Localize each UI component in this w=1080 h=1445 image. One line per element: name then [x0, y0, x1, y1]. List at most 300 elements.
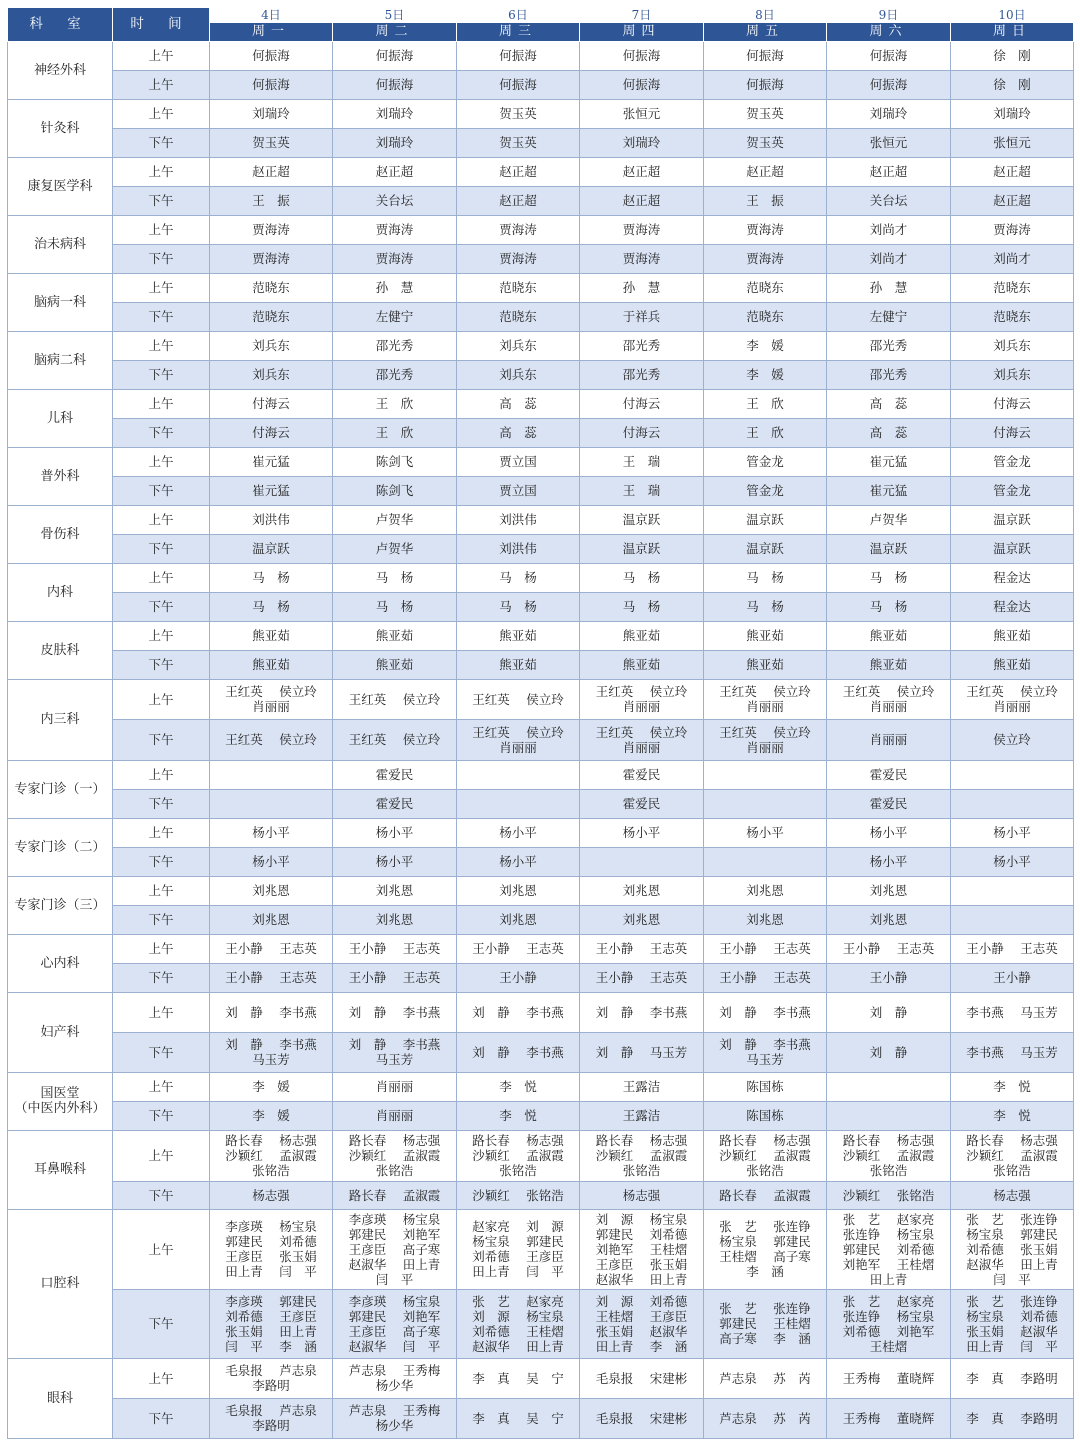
cell-line: 闫 平	[993, 1271, 1031, 1287]
doctor-cell	[210, 360, 333, 389]
cell-line: 路长春 杨志强	[595, 1133, 688, 1148]
cell-line: 田上青 闫 平	[472, 1264, 564, 1279]
doctor-cell	[457, 818, 580, 847]
cell-line: 熊亚茹	[499, 657, 537, 672]
doctor-cell	[704, 963, 827, 992]
doctor-cell	[704, 215, 827, 244]
session-label: 上午	[113, 992, 210, 1032]
doctor-cell	[951, 1289, 1074, 1358]
doctor-cell	[210, 186, 333, 215]
doctor-cell	[333, 847, 457, 876]
doctor-cell	[827, 621, 951, 650]
cell-line: 张 艺 张连铮	[966, 1293, 1058, 1309]
cell-line: 王 振	[746, 193, 784, 208]
schedule-row	[8, 650, 1074, 679]
doctor-cell	[457, 70, 580, 99]
cell-line: 何振海	[746, 77, 784, 92]
doctor-cell	[951, 534, 1074, 563]
doctor-cell	[951, 157, 1074, 186]
doctor-cell	[333, 476, 457, 505]
doctor-cell	[951, 302, 1074, 331]
cell-line: 李彦瑛 杨宝泉	[348, 1293, 441, 1309]
doctor-cell	[210, 1398, 333, 1438]
cell-line: 刘兆恩	[252, 912, 290, 927]
schedule-row	[8, 876, 1074, 905]
cell-line: 刘 源 杨宝泉	[472, 1308, 564, 1324]
schedule-row	[8, 789, 1074, 818]
department-name	[8, 215, 113, 273]
doctor-cell	[580, 1358, 704, 1398]
doctor-cell	[333, 1181, 457, 1209]
doctor-cell	[580, 157, 704, 186]
doctor-cell	[951, 331, 1074, 360]
doctor-cell	[827, 186, 951, 215]
schedule-row	[8, 563, 1074, 592]
session-label: 下午	[113, 534, 210, 563]
cell-line: 张玉娟 田上青	[225, 1323, 317, 1339]
cell-line: 李书燕 马玉芳	[966, 1004, 1058, 1020]
session-label: 上午	[113, 505, 210, 534]
cell-line: 王桂熠	[869, 1338, 908, 1354]
cell-line: 杨少华	[375, 1378, 414, 1393]
department-name	[8, 760, 113, 818]
cell-line: 王红英 侯立玲	[472, 691, 564, 707]
doctor-cell	[580, 621, 704, 650]
doctor-cell	[827, 563, 951, 592]
doctor-cell	[333, 447, 457, 476]
department-name	[8, 1130, 113, 1209]
cell-line: 张玉娟 赵淑华	[966, 1323, 1058, 1339]
cell-line: 马 杨	[869, 570, 908, 585]
doctor-cell	[951, 70, 1074, 99]
cell-line: 刘兆恩	[622, 883, 661, 898]
cell-line: 路长春 孟淑霞	[348, 1187, 441, 1203]
doctor-cell	[580, 273, 704, 302]
doctor-cell	[827, 476, 951, 505]
cell-line: 王红英 侯立玲	[348, 732, 441, 747]
cell-line: 何振海	[622, 77, 661, 92]
doctor-cell	[827, 1398, 951, 1438]
cell-line: 张恒元	[869, 135, 908, 150]
cell-line: 刘 静 李书燕	[472, 1004, 564, 1020]
cell-line: 肖丽丽	[375, 1108, 414, 1123]
doctor-cell	[580, 847, 704, 876]
cell-line: 赵正超	[499, 164, 537, 179]
doctor-cell	[333, 818, 457, 847]
cell-line: 王露洁	[622, 1079, 661, 1094]
doctor-cell	[580, 760, 704, 789]
doctor-cell	[704, 331, 827, 360]
cell-line: 张 艺 张连铮	[966, 1211, 1058, 1227]
doctor-cell	[333, 592, 457, 621]
doctor-cell	[580, 186, 704, 215]
doctor-cell	[951, 876, 1074, 905]
cell-line: 刘兆恩	[869, 883, 908, 898]
cell-line: 国医堂	[40, 1086, 80, 1101]
schedule-row	[8, 963, 1074, 992]
cell-line: 付海云	[993, 396, 1031, 411]
doctor-cell	[580, 563, 704, 592]
schedule-row	[8, 592, 1074, 621]
schedule-row	[8, 1130, 1074, 1181]
doctor-cell	[333, 934, 457, 963]
cell-line: 马 杨	[252, 599, 290, 614]
cell-line: 刘瑞玲	[622, 135, 661, 150]
doctor-cell	[704, 563, 827, 592]
doctor-cell	[951, 905, 1074, 934]
doctor-cell	[704, 719, 827, 760]
doctor-cell	[333, 1358, 457, 1398]
cell-line: 何振海	[746, 48, 784, 63]
doctor-cell	[457, 963, 580, 992]
cell-line: 王小静 王志英	[225, 970, 317, 985]
doctor-cell	[827, 963, 951, 992]
doctor-cell	[210, 847, 333, 876]
doctor-cell	[333, 876, 457, 905]
doctor-cell	[951, 934, 1074, 963]
cell-line: 张连铮 杨宝泉	[842, 1308, 935, 1324]
session-label: 下午	[113, 592, 210, 621]
cell-line: 刘兵东	[252, 367, 290, 382]
cell-line: 赵正超	[622, 164, 661, 179]
date-header: 5日	[333, 8, 457, 23]
cell-line: 熊亚茹	[993, 657, 1031, 672]
cell-line: 沙颖红 张铭浩	[842, 1187, 935, 1203]
schedule-row	[8, 1289, 1074, 1358]
cell-line: 芦志泉 王秀梅	[348, 1403, 441, 1418]
doctor-cell	[210, 157, 333, 186]
cell-line: 沙颖红 孟淑霞	[842, 1148, 935, 1163]
cell-line: 高 蕊	[869, 425, 908, 440]
doctor-cell	[951, 650, 1074, 679]
cell-line: 心内科	[40, 955, 80, 971]
cell-line: 皮肤科	[40, 642, 80, 658]
cell-line: 马玉芳	[746, 1052, 784, 1067]
department-name	[8, 1072, 113, 1130]
cell-line: 内三科	[40, 712, 80, 727]
cell-line: 卢贺华	[375, 512, 414, 527]
schedule-row	[8, 186, 1074, 215]
cell-line: 刘希德 王彦臣	[225, 1308, 317, 1324]
cell-line: 赵正超	[375, 164, 414, 179]
schedule-row	[8, 679, 1074, 719]
cell-line: 李 悦	[499, 1079, 537, 1094]
cell-line: 刘兵东	[499, 338, 537, 353]
doctor-cell	[210, 418, 333, 447]
cell-line: 闫 平 李 涵	[225, 1338, 317, 1354]
cell-line: 卢贺华	[375, 541, 414, 556]
cell-line: 王桂熠 王彦臣	[595, 1308, 688, 1324]
doctor-cell	[704, 1289, 827, 1358]
cell-line: 张连铮 杨宝泉	[842, 1226, 935, 1242]
cell-line: 何振海	[252, 48, 290, 63]
session-label: 上午	[113, 41, 210, 70]
schedule-row	[8, 418, 1074, 447]
schedule-row	[8, 244, 1074, 273]
doctor-cell	[951, 760, 1074, 789]
cell-line: 卢贺华	[869, 512, 908, 527]
cell-line: 范晓东	[252, 280, 290, 295]
session-label: 下午	[113, 1032, 210, 1072]
cell-line: 何振海	[499, 77, 537, 92]
cell-line: 付海云	[622, 425, 661, 440]
session-label: 下午	[113, 360, 210, 389]
cell-line: 温京跃	[622, 512, 661, 527]
doctor-cell	[704, 1072, 827, 1101]
cell-line: 刘兆恩	[746, 883, 784, 898]
cell-line: 何振海	[375, 48, 414, 63]
doctor-cell	[457, 99, 580, 128]
doctor-cell	[333, 1101, 457, 1130]
session-label: 上午	[113, 447, 210, 476]
cell-line: 杨小平	[375, 825, 414, 840]
cell-line: 李彦瑛 郭建民	[225, 1293, 317, 1309]
date-header: 9日	[827, 8, 951, 23]
doctor-cell	[827, 1101, 951, 1130]
doctor-cell	[704, 273, 827, 302]
doctor-cell	[827, 847, 951, 876]
cell-line: 杨小平	[622, 825, 661, 840]
cell-line: 温京跃	[746, 541, 784, 556]
weekday-header: 周六	[827, 22, 951, 41]
cell-line: 王小静 王志英	[842, 941, 935, 956]
doctor-cell	[210, 876, 333, 905]
cell-line: 刘 静 马玉芳	[595, 1044, 688, 1060]
cell-line: 刘 静	[869, 1044, 908, 1060]
cell-line: 王小静 王志英	[719, 970, 811, 985]
cell-line: 赵正超	[622, 193, 661, 208]
doctor-cell	[951, 273, 1074, 302]
cell-line: 王小静 王志英	[348, 941, 441, 956]
doctor-cell	[457, 1398, 580, 1438]
doctor-cell	[951, 1209, 1074, 1289]
doctor-cell	[210, 934, 333, 963]
cell-line: 高 蕊	[869, 396, 908, 411]
cell-line: 贾海涛	[252, 222, 290, 237]
schedule-row	[8, 1181, 1074, 1209]
doctor-cell	[827, 70, 951, 99]
cell-line: 肖丽丽	[499, 739, 537, 755]
schedule-row	[8, 534, 1074, 563]
session-label: 下午	[113, 963, 210, 992]
cell-line: 孙 慧	[869, 280, 908, 295]
cell-line: 马 杨	[375, 599, 414, 614]
doctor-cell	[457, 760, 580, 789]
schedule-row	[8, 1032, 1074, 1072]
session-label: 上午	[113, 1130, 210, 1181]
cell-line: 王小静 王志英	[225, 941, 317, 956]
doctor-cell	[333, 186, 457, 215]
cell-line: 郭建民 刘希德	[225, 1234, 317, 1249]
doctor-cell	[827, 876, 951, 905]
weekday-header: 周四	[580, 22, 704, 41]
cell-line: 刘 静 李书燕	[472, 1044, 564, 1060]
doctor-cell	[580, 215, 704, 244]
doctor-cell	[457, 679, 580, 719]
department-name	[8, 273, 113, 331]
doctor-cell	[333, 505, 457, 534]
doctor-cell	[704, 592, 827, 621]
doctor-cell	[827, 760, 951, 789]
cell-line: 付海云	[252, 425, 290, 440]
doctor-cell	[333, 1032, 457, 1072]
cell-line: 张 艺 张连铮	[719, 1301, 811, 1316]
doctor-cell	[210, 302, 333, 331]
doctor-cell	[951, 128, 1074, 157]
cell-line: 马 杨	[622, 599, 661, 614]
doctor-cell	[827, 215, 951, 244]
cell-line: 郭建民 刘艳军	[348, 1226, 441, 1242]
doctor-cell	[333, 302, 457, 331]
cell-line: 王小静	[499, 970, 537, 985]
cell-line: 眼科	[46, 1390, 73, 1406]
cell-line: 杨宝泉 刘希德	[966, 1308, 1058, 1324]
cell-line: 李 真 吴 宁	[472, 1410, 564, 1426]
session-label: 下午	[113, 1181, 210, 1209]
doctor-cell	[704, 934, 827, 963]
department-name	[8, 331, 113, 389]
doctor-cell	[580, 1398, 704, 1438]
doctor-cell	[827, 447, 951, 476]
doctor-cell	[333, 157, 457, 186]
cell-line: 王小静	[993, 970, 1031, 985]
doctor-cell	[827, 1209, 951, 1289]
schedule-row	[8, 128, 1074, 157]
cell-line: 王红英 侯立玲	[719, 724, 811, 740]
doctor-cell	[580, 679, 704, 719]
cell-line: 李路明	[252, 1418, 290, 1433]
doctor-cell	[827, 99, 951, 128]
cell-line: 陈国栋	[746, 1108, 784, 1123]
cell-line: 王红英 侯立玲	[719, 684, 811, 699]
cell-line: （中医内外科）	[14, 1101, 106, 1116]
cell-line: 王红英 侯立玲	[842, 684, 935, 699]
cell-line: 邵光秀	[375, 338, 414, 353]
dept-column-header: 科 室	[8, 8, 113, 42]
cell-line: 刘瑞玲	[252, 106, 290, 121]
cell-line: 赵家亮 刘 源	[472, 1219, 564, 1234]
cell-line: 霍爱民	[869, 796, 908, 811]
cell-line: 张铭浩	[993, 1163, 1031, 1178]
doctor-cell	[827, 592, 951, 621]
doctor-cell	[333, 389, 457, 418]
cell-line: 马 杨	[746, 599, 784, 614]
department-name	[8, 1358, 113, 1438]
doctor-cell	[210, 534, 333, 563]
cell-line: 郭建民 刘希德	[842, 1241, 935, 1257]
doctor-cell	[827, 789, 951, 818]
schedule-row	[8, 1358, 1074, 1398]
cell-line: 张恒元	[993, 135, 1031, 150]
doctor-cell	[827, 389, 951, 418]
doctor-cell	[580, 992, 704, 1032]
cell-line: 芦志泉 王秀梅	[348, 1363, 441, 1378]
cell-line: 高 蕊	[499, 396, 537, 411]
doctor-cell	[827, 679, 951, 719]
session-label: 上午	[113, 70, 210, 99]
doctor-cell	[457, 1130, 580, 1181]
cell-line: 杨少华	[375, 1418, 414, 1433]
cell-line: 刘 静 李书燕	[719, 1037, 811, 1052]
doctor-cell	[827, 157, 951, 186]
cell-line: 霍爱民	[622, 796, 661, 811]
cell-line: 王红英 侯立玲	[966, 684, 1058, 699]
cell-line: 马 杨	[252, 570, 290, 585]
doctor-cell	[951, 476, 1074, 505]
doctor-cell	[333, 1289, 457, 1358]
schedule-row	[8, 389, 1074, 418]
doctor-cell	[704, 1358, 827, 1398]
cell-line: 赵正超	[252, 164, 290, 179]
doctor-cell	[457, 934, 580, 963]
weekday-header: 周三	[457, 22, 580, 41]
cell-line: 王彦臣 高子寒	[348, 1241, 441, 1257]
cell-line: 路长春 杨志强	[966, 1133, 1058, 1148]
doctor-cell	[333, 331, 457, 360]
doctor-cell	[580, 331, 704, 360]
cell-line: 何振海	[375, 77, 414, 92]
doctor-cell	[951, 563, 1074, 592]
doctor-cell	[951, 186, 1074, 215]
cell-line: 陈剑飞	[375, 454, 414, 469]
cell-line: 毛泉报 芦志泉	[225, 1403, 317, 1418]
doctor-cell	[827, 818, 951, 847]
doctor-cell	[580, 1101, 704, 1130]
cell-line: 刘兵东	[252, 338, 290, 353]
doctor-cell	[704, 876, 827, 905]
cell-line: 王红英 侯立玲	[595, 684, 688, 699]
cell-line: 霍爱民	[375, 796, 414, 811]
cell-line: 王 欣	[375, 425, 414, 440]
cell-line: 管金龙	[746, 454, 784, 469]
cell-line: 管金龙	[993, 483, 1031, 498]
department-name	[8, 876, 113, 934]
cell-line: 杨宝泉 郭建民	[472, 1234, 564, 1249]
doctor-cell	[827, 1130, 951, 1181]
date-header: 6日	[457, 8, 580, 23]
cell-line: 康复医学科	[27, 178, 93, 194]
cell-line: 何振海	[252, 77, 290, 92]
doctor-cell	[827, 1181, 951, 1209]
department-name	[8, 818, 113, 876]
cell-line: 赵淑华 田上青	[348, 1256, 441, 1272]
doctor-cell	[580, 789, 704, 818]
cell-line: 杨志强	[622, 1187, 661, 1203]
cell-line: 马 杨	[499, 599, 537, 614]
doctor-cell	[580, 99, 704, 128]
cell-line: 肖丽丽	[375, 1079, 414, 1094]
doctor-cell	[704, 302, 827, 331]
cell-line: 邵光秀	[869, 367, 908, 382]
doctor-cell	[580, 1032, 704, 1072]
cell-line: 毛泉报 宋建彬	[595, 1410, 688, 1426]
cell-line: 王小静 王志英	[595, 970, 688, 985]
weekday-header: 周一	[210, 22, 333, 41]
doctor-cell	[704, 389, 827, 418]
doctor-cell	[210, 650, 333, 679]
doctor-cell	[457, 157, 580, 186]
session-label: 上午	[113, 215, 210, 244]
doctor-cell	[704, 789, 827, 818]
doctor-cell	[704, 476, 827, 505]
doctor-cell	[827, 244, 951, 273]
cell-line: 毛泉报 芦志泉	[225, 1363, 317, 1378]
cell-line: 于祥兵	[622, 309, 661, 324]
cell-line: 专家门诊（三）	[14, 897, 106, 913]
doctor-cell	[333, 418, 457, 447]
cell-line: 王红英 侯立玲	[595, 724, 688, 740]
doctor-cell	[457, 244, 580, 273]
